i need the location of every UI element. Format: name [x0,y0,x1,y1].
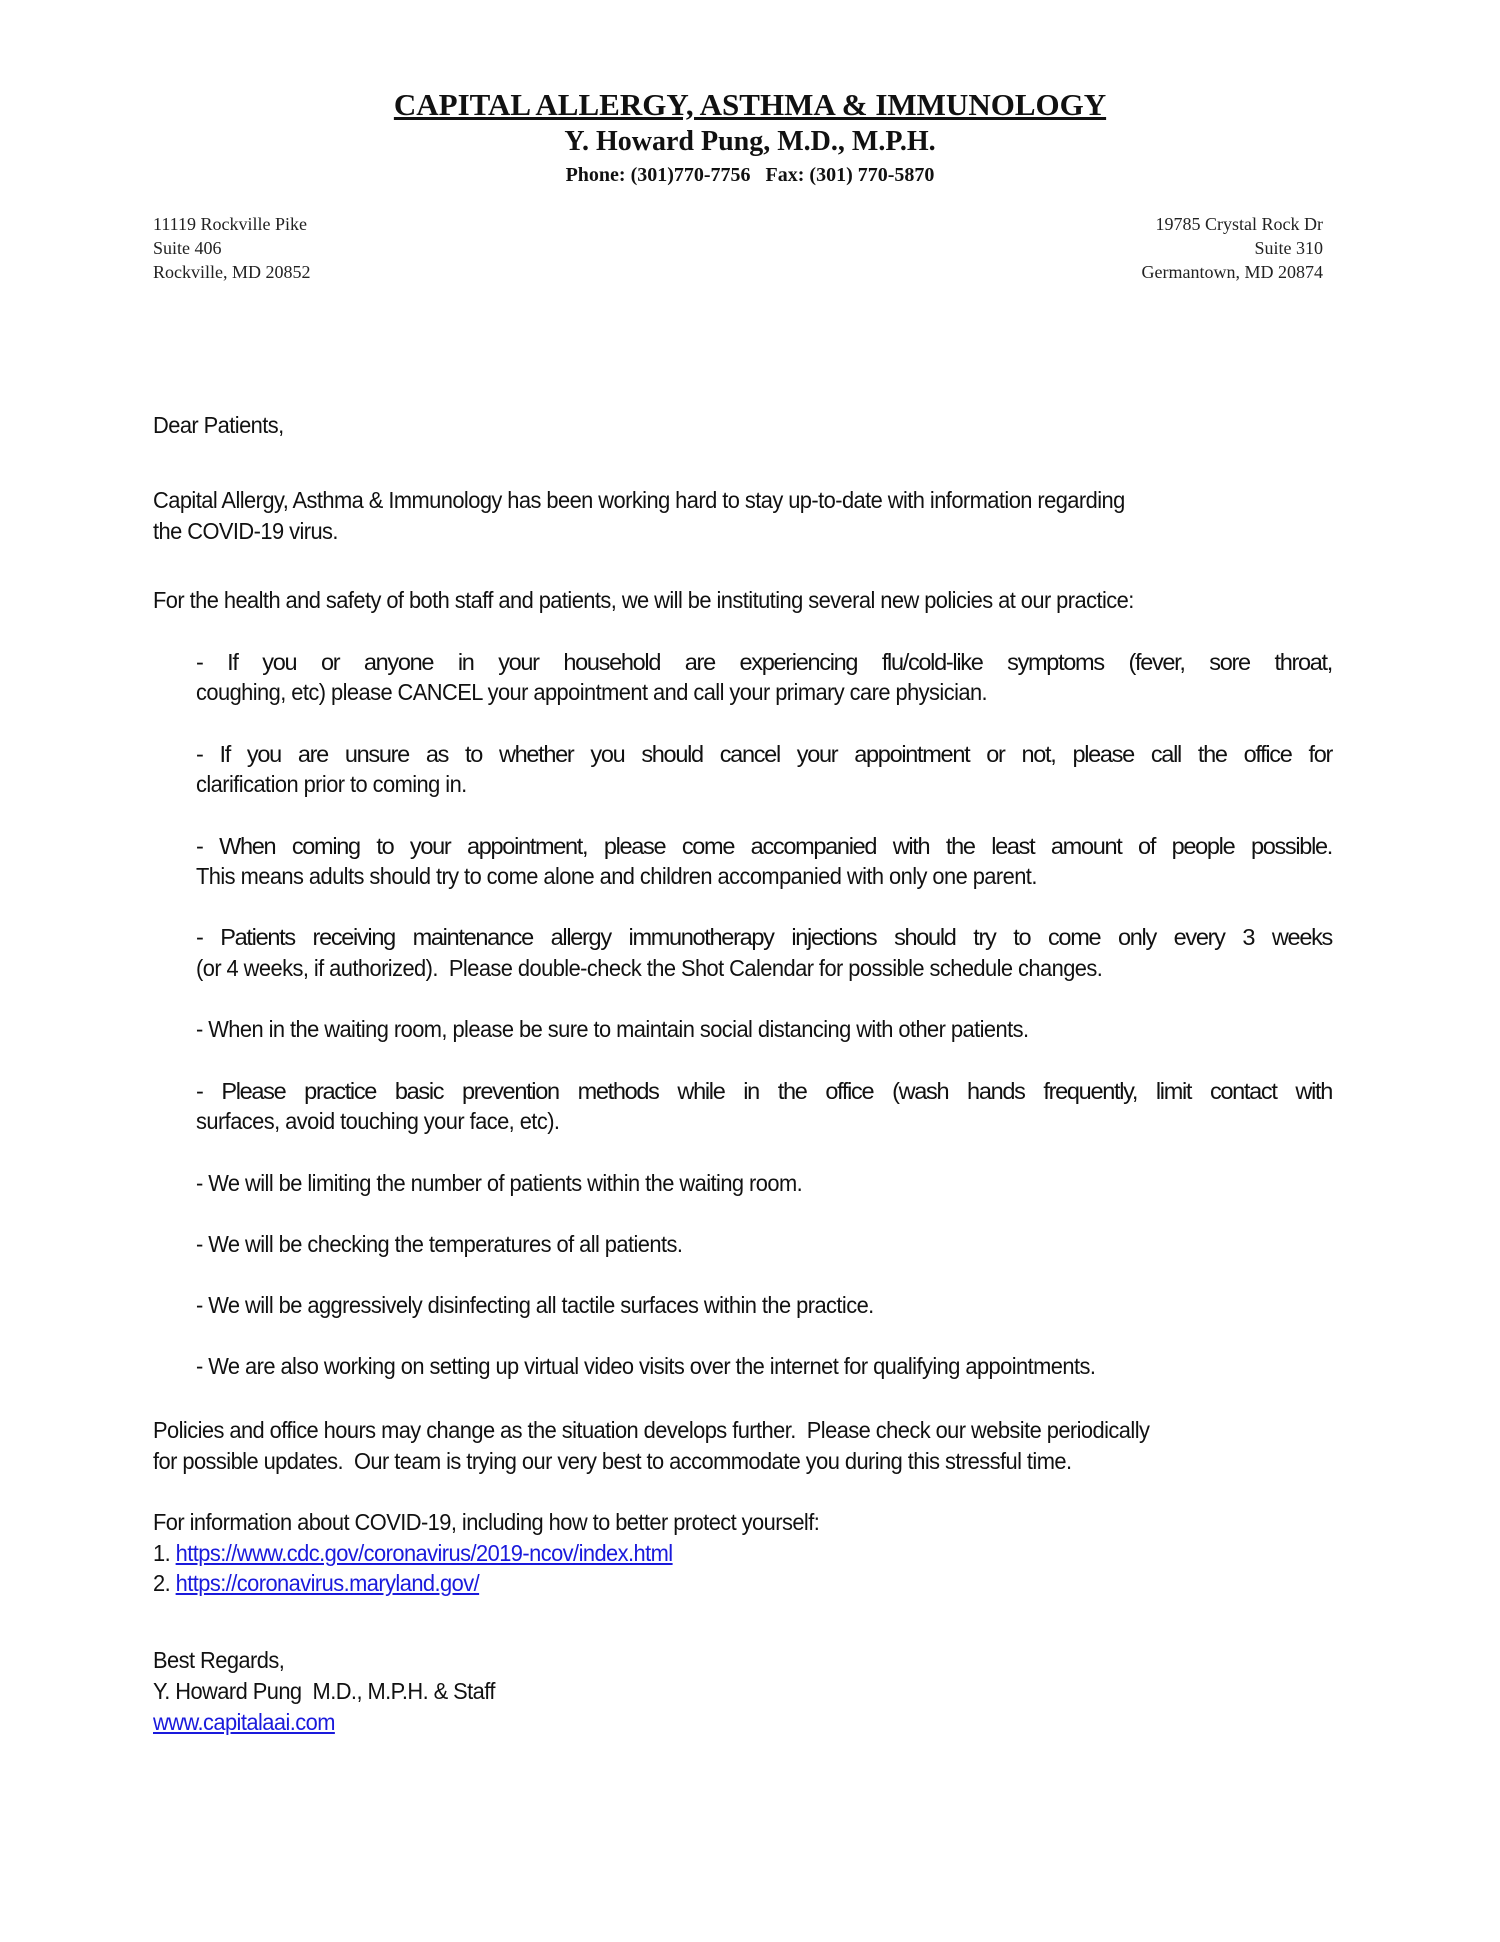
contact-line: Phone: (301)770-7756 Fax: (301) 770-5870 [565,164,935,186]
maryland-link[interactable]: https://coronavirus.maryland.gov/ [175,1570,480,1596]
link-number: 1. [153,1540,176,1566]
doctor-name: Y. Howard Pung, M.D., M.P.H. [564,126,936,157]
cdc-link[interactable]: https://www.cdc.gov/coronavirus/2019-ncov/index.html [175,1540,673,1566]
intro-line: Capital Allergy, Asthma & Immunology has been working hard to stay up-to-date with information regarding [153,487,1125,513]
link-number: 2. [153,1570,176,1596]
closing-note-line: for possible updates. Our team is trying our very best to accommodate you during this stressful time. [153,1448,1072,1474]
bullet-line: - If you are unsure as to whether you should cancel your appointment or not, please call the office for [196,741,1332,767]
closing-note-line: Policies and office hours may change as the situation develops further. Please check our website periodically [153,1417,1150,1443]
bullet-line: - Patients receiving maintenance allergy immunotherapy injections should try to come only every 3 weeks [196,924,1332,950]
left-address [153,212,311,284]
signature: Y. Howard Pung M.D., M.P.H. & Staff [153,1678,495,1704]
address-line: 19785 Crystal Rock Dr [1155,214,1323,234]
policies-intro: For the health and safety of both staff and patients, we will be instituting several new policies at our practice: [153,587,1134,613]
bullet-line: surfaces, avoid touching your face, etc). [196,1108,560,1134]
bullet-line: - We will be limiting the number of patients within the waiting room. [196,1170,803,1196]
practice-name: CAPITAL ALLERGY, ASTHMA & IMMUNOLOGY [393,87,1107,122]
bullet-line: This means adults should try to come alone and children accompanied with only one parent. [196,863,1037,889]
address-line: Suite 310 [1254,238,1323,258]
link-item [153,1538,673,1568]
signoff: Best Regards, [153,1647,285,1673]
bullet-line: - We are also working on setting up virtual video visits over the internet for qualifying appointments. [196,1353,1096,1379]
bullet-line: - We will be aggressively disinfecting all tactile surfaces within the practice. [196,1292,874,1318]
info-intro: For information about COVID-19, including how to better protect yourself: [153,1509,820,1535]
bullet-line: - When coming to your appointment, please come accompanied with the least amount of people possible. [196,833,1332,859]
website-item [153,1707,335,1737]
intro-line: the COVID-19 virus. [153,518,338,544]
address-line: 11119 Rockville Pike [153,214,307,234]
greeting: Dear Patients, [153,412,284,438]
bullet-line: - When in the waiting room, please be sure to maintain social distancing with other patients. [196,1016,1029,1042]
bullet-line: clarification prior to coming in. [196,771,467,797]
address-line: Suite 406 [153,238,222,258]
bullet-line: (or 4 weeks, if authorized). Please double-check the Shot Calendar for possible schedule changes. [196,955,1103,981]
address-line: Germantown, MD 20874 [1141,262,1323,282]
bullet-line: - If you or anyone in your household are experiencing flu/cold-like symptoms (fever, sore throat, [196,649,1332,675]
bullet-line: - Please practice basic prevention methods while in the office (wash hands frequently, limit contact with [196,1078,1332,1104]
link-item [153,1568,479,1598]
address-line: Rockville, MD 20852 [153,262,311,282]
bullet-line: - We will be checking the temperatures of all patients. [196,1231,683,1257]
website-link[interactable]: www.capitalaai.com [153,1709,335,1735]
bullet-line: coughing, etc) please CANCEL your appointment and call your primary care physician. [196,679,988,705]
right-address [1142,212,1323,284]
